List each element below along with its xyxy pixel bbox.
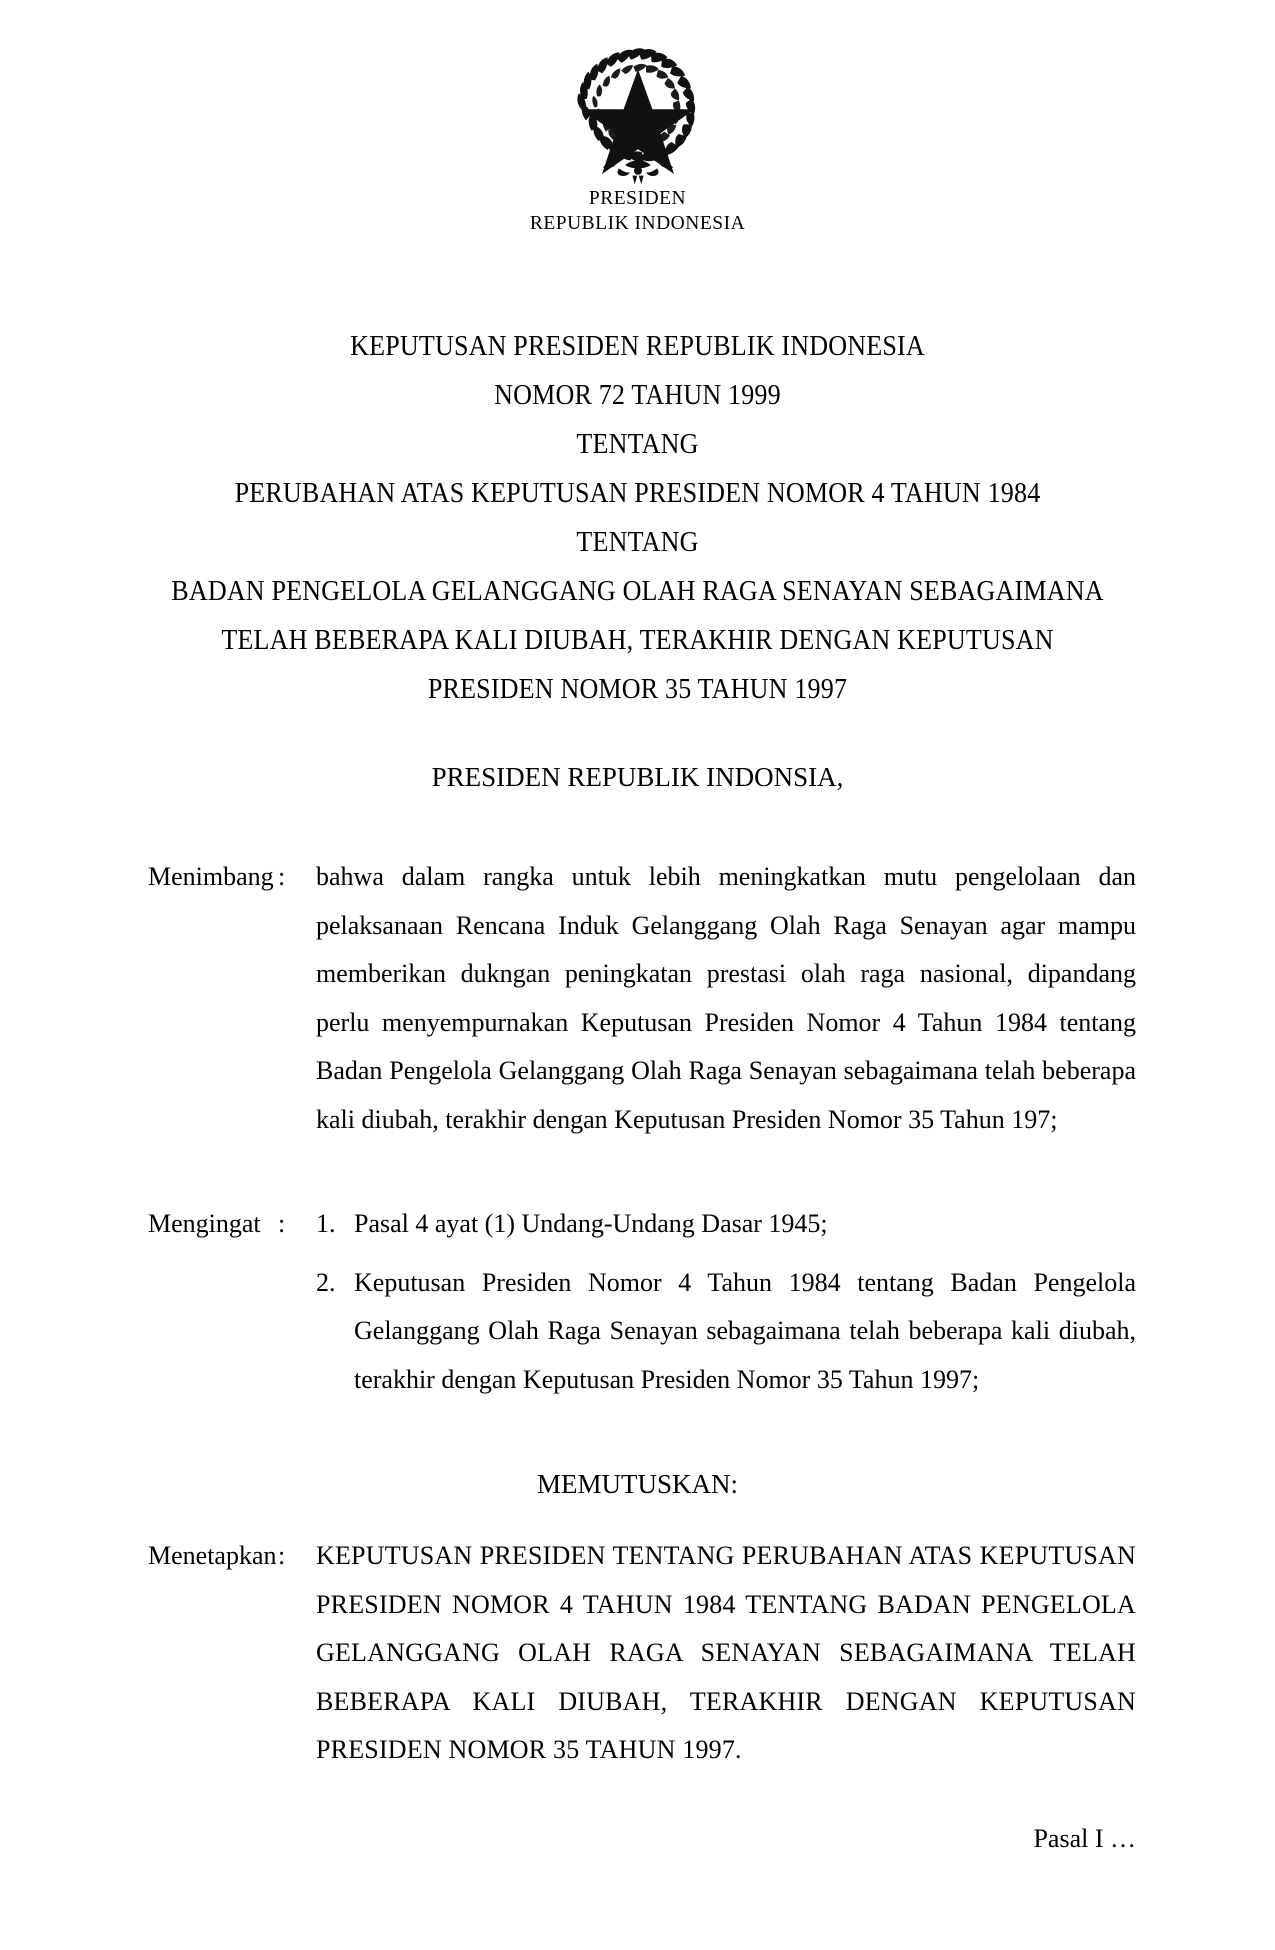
list-item-marker: 1. bbox=[316, 1209, 336, 1238]
clause-menetapkan-text: KEPUTUSAN PRESIDEN TENTANG PERUBAHAN ATAS KEPUTUSAN PRESIDEN NOMOR 4 TAHUN 1984 TENTANG BADAN PENGELOLA GELANGGANG OLAH RAGA SENAYAN SEBAGAIMANA TELAH BEBERAPA KALI DIUBAH, TERAKHIR DENGAN KEPUTUSAN PRESIDEN NOMOR 35 TAHUN 1997. bbox=[316, 1541, 1136, 1764]
clause-menimbang-label: Menimbang bbox=[148, 862, 274, 891]
title-line-3: TENTANG bbox=[576, 429, 699, 460]
list-item bbox=[316, 1200, 1136, 1249]
header-line-presiden: PRESIDEN bbox=[588, 188, 687, 209]
list-item bbox=[316, 1259, 1136, 1405]
salutation-heading: PRESIDEN REPUBLIK INDONSIA, bbox=[431, 762, 844, 792]
clause-mengingat-list bbox=[316, 1200, 1136, 1404]
clause-mengingat-colon: : bbox=[278, 1209, 286, 1238]
list-item-text: Keputusan Presiden Nomor 4 Tahun 1984 tentang Badan Pengelola Gelanggang Olah Raga Senayan sebagaimana telah beberapa kali diubah, terakhir dengan Keputusan Presiden Nomor 35 Tahun 1997; bbox=[354, 1267, 1136, 1394]
title-line-2: NOMOR 72 TAHUN 1999 bbox=[494, 380, 781, 411]
clause-menetapkan-colon: : bbox=[278, 1541, 286, 1570]
clause-mengingat-label: Mengingat bbox=[148, 1209, 261, 1238]
title-block bbox=[0, 322, 1275, 714]
title-line-1: KEPUTUSAN PRESIDEN REPUBLIK INDONESIA bbox=[350, 331, 925, 362]
list-item-marker: 2. bbox=[316, 1267, 336, 1297]
clause-menimbang bbox=[148, 853, 1136, 1144]
catchword: Pasal I … bbox=[1033, 1824, 1136, 1853]
list-item-text: Pasal 4 ayat (1) Undang-Undang Dasar 1945; bbox=[354, 1209, 828, 1238]
garuda-star-wreath-emblem bbox=[558, 34, 718, 186]
title-line-5: TENTANG bbox=[576, 527, 699, 558]
header-line-republik-indonesia: REPUBLIK INDONESIA bbox=[529, 213, 746, 234]
clause-menetapkan-label: Menetapkan bbox=[148, 1541, 277, 1570]
clause-menimbang-colon: : bbox=[278, 862, 286, 891]
header-caption bbox=[0, 186, 1275, 236]
title-line-8: PRESIDEN NOMOR 35 TAHUN 1997 bbox=[427, 674, 848, 705]
title-line-6: BADAN PENGELOLA GELANGGANG OLAH RAGA SENAYAN SEBAGAIMANA bbox=[171, 576, 1104, 607]
decides-heading: MEMUTUSKAN: bbox=[536, 1469, 738, 1499]
title-line-4: PERUBAHAN ATAS KEPUTUSAN PRESIDEN NOMOR 4 TAHUN 1984 bbox=[234, 478, 1041, 509]
clause-mengingat bbox=[148, 1200, 1136, 1404]
clause-menetapkan bbox=[148, 1532, 1136, 1775]
clause-menimbang-text: bahwa dalam rangka untuk lebih meningkatkan mutu pengelolaan dan pelaksanaan Rencana Induk Gelanggang Olah Raga Senayan agar mampu memberikan dukngan peningkatan prestasi olah raga nasional, dipandang perlu menyempurnakan Keputusan Presiden Nomor 4 Tahun 1984 tentang Badan Pengelola Gelanggang Olah Raga Senayan sebagaimana telah beberapa kali diubah, terakhir dengan Keputusan Presiden Nomor 35 Tahun 197; bbox=[316, 862, 1136, 1134]
title-line-7: TELAH BEBERAPA KALI DIUBAH, TERAKHIR DENGAN KEPUTUSAN bbox=[221, 625, 1054, 656]
emblem-container bbox=[0, 34, 1275, 186]
